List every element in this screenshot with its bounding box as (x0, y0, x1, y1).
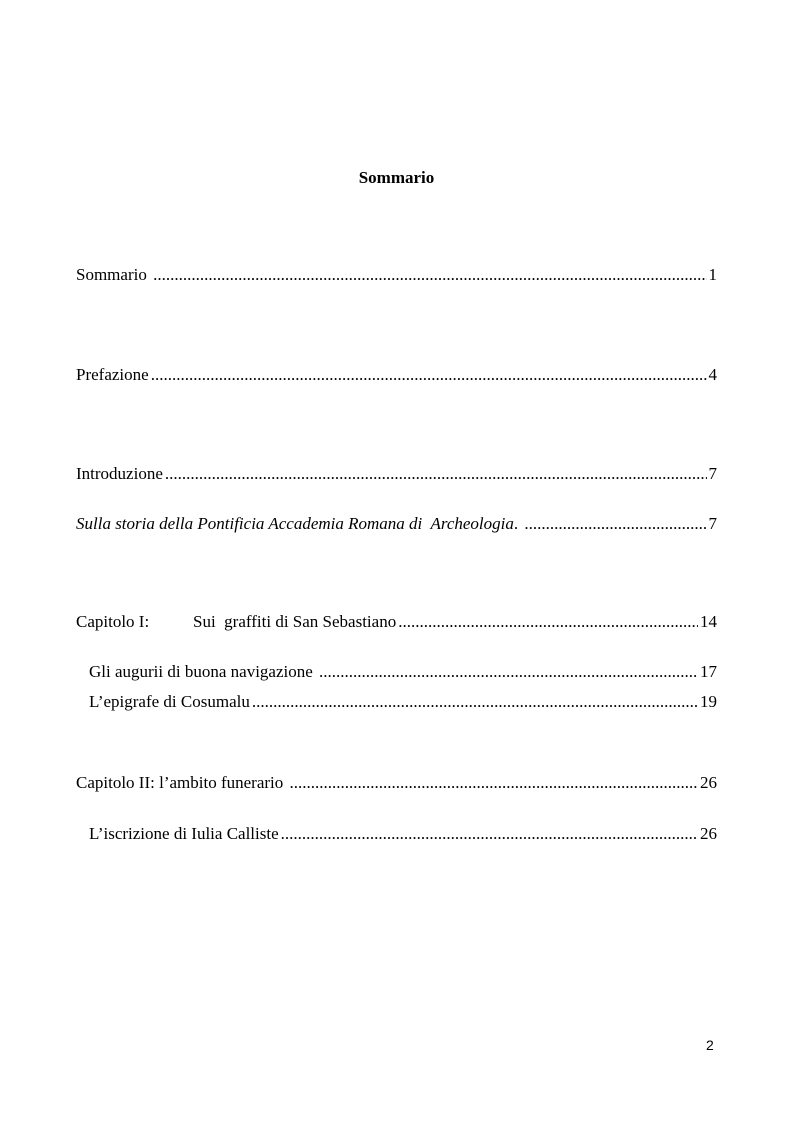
dot-leader (281, 823, 698, 845)
dot-leader (153, 264, 706, 286)
toc-entry-auguri[interactable] (89, 661, 717, 683)
toc-page-number: 19 (700, 692, 717, 711)
toc-entry-capitolo-1[interactable] (76, 611, 717, 633)
toc-label: L’epigrafe di Cosumalu (89, 692, 250, 711)
dot-leader (151, 364, 707, 386)
dot-leader (165, 463, 707, 485)
toc-entry-iulia[interactable] (89, 823, 717, 845)
toc-page-number: 4 (708, 365, 717, 384)
toc-page-number: 26 (700, 824, 717, 843)
page-title: Sommario (358, 168, 435, 187)
dot-leader (252, 691, 698, 713)
toc-page-number: 1 (708, 265, 717, 284)
toc-entry-prefazione[interactable] (76, 364, 717, 386)
dot-leader (290, 772, 699, 794)
dot-leader (524, 513, 706, 535)
toc-label: Prefazione (76, 365, 149, 384)
toc-entry-capitolo-2[interactable] (76, 772, 717, 794)
toc-page-number: 7 (708, 514, 717, 533)
toc-chapter-label: Capitolo I: (76, 612, 150, 631)
toc-label: Gli augurii di buona navigazione (89, 662, 318, 681)
toc-entry-cosumalu[interactable] (89, 691, 717, 713)
toc-label: Capitolo II: l’ambito funerario (76, 773, 288, 792)
toc-entry-sulla-storia[interactable] (76, 513, 717, 535)
toc-label: Sulla storia della Pontificia Accademia Romana di Archeologia (76, 514, 514, 533)
toc-label: Sommario (76, 265, 152, 284)
dot-leader (319, 661, 698, 683)
toc-entry-sommario[interactable] (76, 264, 717, 286)
toc-page-number: 17 (700, 662, 717, 681)
toc-label-suffix: . (513, 514, 523, 533)
footer-page-number: 2 (706, 1037, 714, 1053)
toc-page-number: 26 (700, 773, 717, 792)
toc-label: L’iscrizione di Iulia Calliste (89, 824, 279, 843)
dot-leader (398, 611, 698, 633)
toc-page-number: 14 (700, 612, 717, 631)
toc-label: Introduzione (76, 464, 163, 483)
toc-label: Sui graffiti di San Sebastiano (193, 612, 397, 631)
toc-entry-introduzione[interactable] (76, 463, 717, 485)
toc-page-number: 7 (708, 464, 717, 483)
